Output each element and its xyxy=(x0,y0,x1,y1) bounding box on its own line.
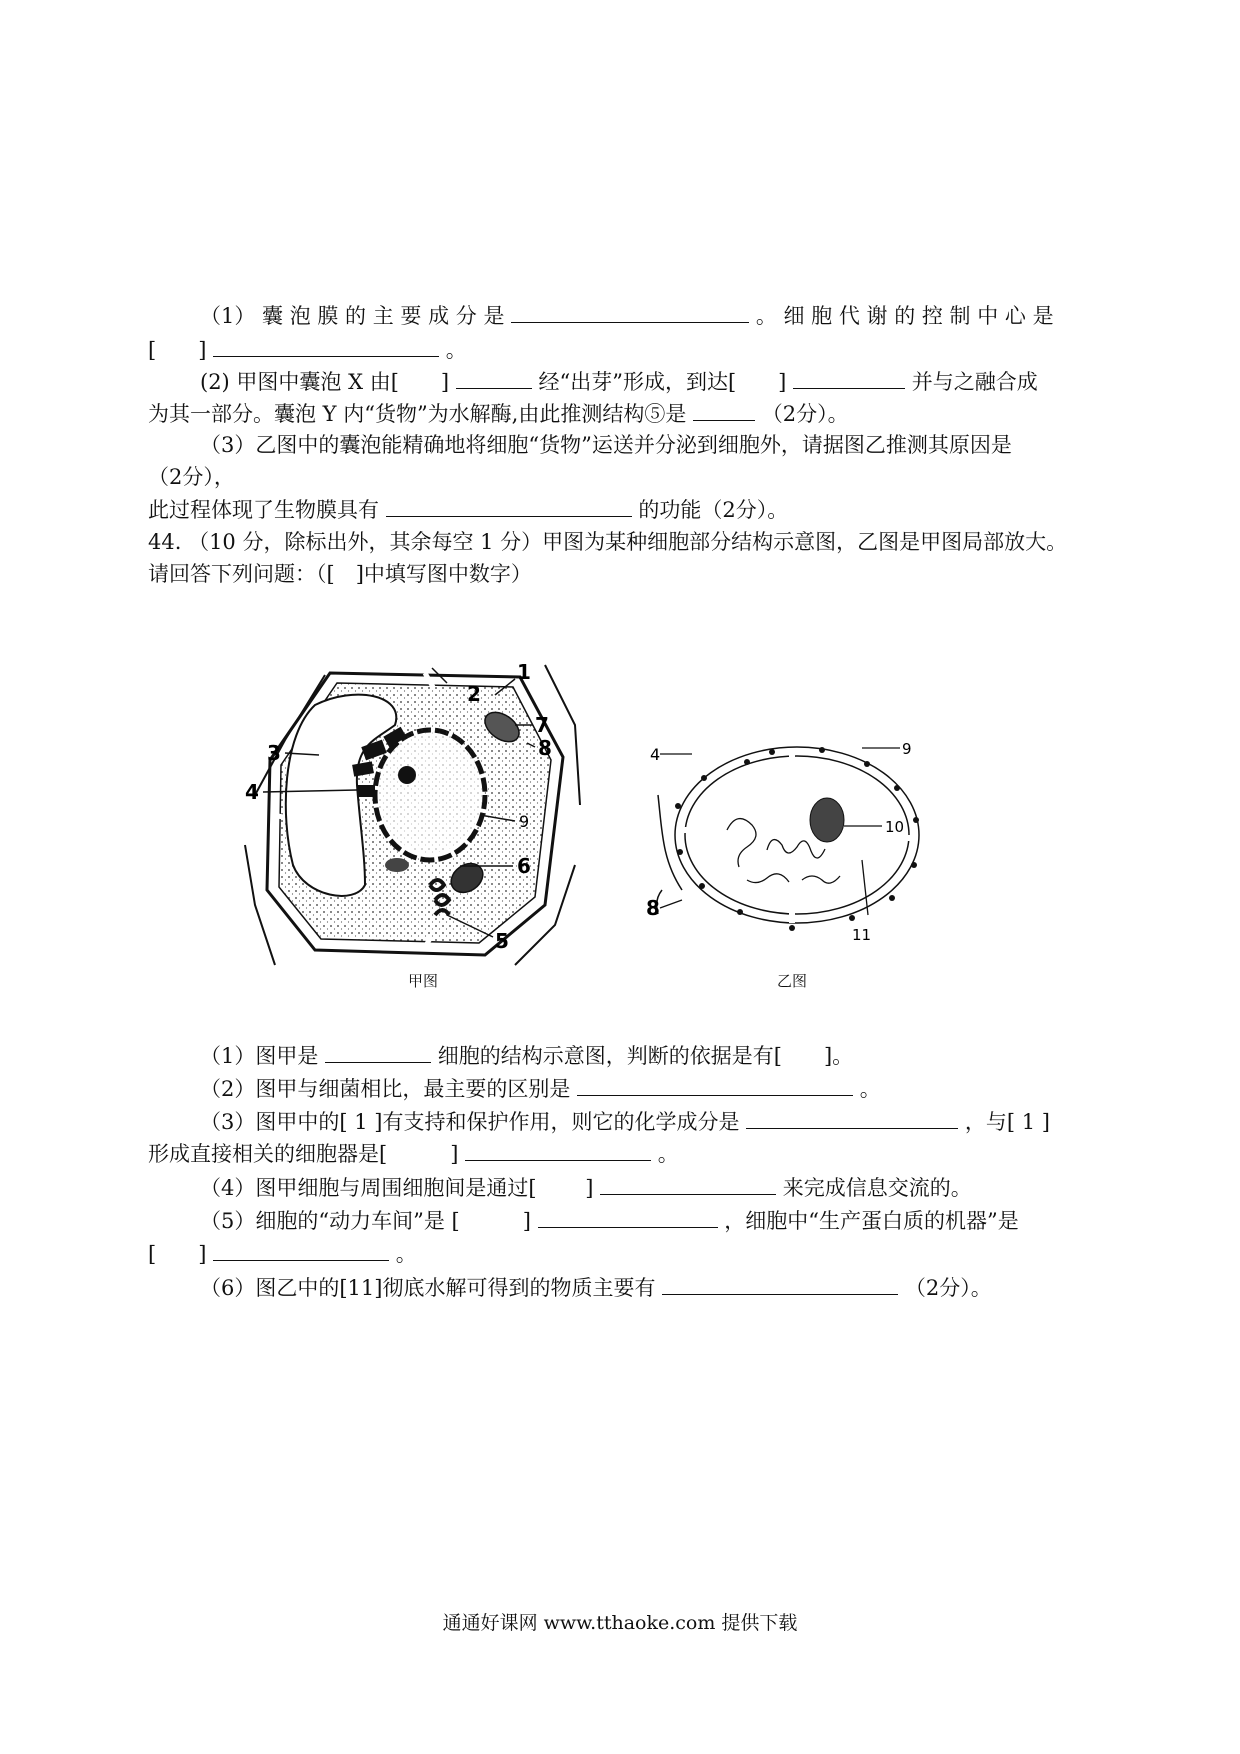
q44-heading: 44. （10 分，除标出外，其余每空 1 分）甲图为某种细胞部分结构示意图，乙图是甲图局部放大。 xyxy=(148,530,1068,554)
q44-sub6: （6）图乙中的[11]彻底水解可得到的物质主要有 （2分）。 xyxy=(200,1272,1092,1303)
answer-blank[interactable] xyxy=(746,1106,958,1129)
jia-label-5: 5 xyxy=(495,929,509,953)
q44-sub5: （5）细胞的“动力车间”是 [ ] ，细胞中“生产蛋白质的机器”是 xyxy=(200,1205,1092,1236)
answer-blank[interactable] xyxy=(662,1272,898,1295)
q43-line-1: （1） 囊 泡 膜 的 主 要 成 分 是 。 细 胞 代 谢 的 控 制 中 心 是 xyxy=(200,300,1092,331)
jia-label-6: 6 xyxy=(517,854,531,878)
answer-blank[interactable] xyxy=(213,334,439,357)
figure-yi-caption: 乙图 xyxy=(777,972,808,990)
q44-sub1: （1）图甲是 细胞的结构示意图，判断的依据是有[ ]。 xyxy=(200,1040,1092,1071)
yi-label-4: 4 xyxy=(650,745,661,764)
q44-sub2: （2）图甲与细菌相比，最主要的区别是 。 xyxy=(200,1073,1092,1104)
answer-blank[interactable] xyxy=(693,398,755,421)
jia-label-8: 8 xyxy=(538,736,552,760)
q43-line-3: (2) 甲图中囊泡 X 由[ ] 经“出芽”形成，到达[ ] 并与之融合成 xyxy=(200,366,1092,397)
q43-line-7: 此过程体现了生物膜具有 的功能（2分）。 xyxy=(148,494,1092,525)
jia-label-4: 4 xyxy=(245,780,259,804)
answer-blank[interactable] xyxy=(325,1040,431,1063)
q43-line-6: （2分）， xyxy=(148,465,235,489)
q44-sub5-cont: [ ] 。 xyxy=(148,1238,1092,1269)
q43-line-4: 为其一部分。囊泡 Y 内“货物”为水解酶,由此推测结构⑤是 （2分）。 xyxy=(148,398,1092,429)
figure-jia-plant-cell xyxy=(245,660,585,985)
yi-label-10: 10 xyxy=(885,818,905,836)
figure-yi-nucleus xyxy=(646,740,922,955)
jia-label-2: 2 xyxy=(467,682,481,706)
answer-blank[interactable] xyxy=(213,1238,389,1261)
answer-blank[interactable] xyxy=(600,1172,776,1195)
q44-sub3-cont: 形成直接相关的细胞器是[ ] 。 xyxy=(148,1138,1092,1169)
answer-blank[interactable] xyxy=(456,366,532,389)
answer-blank[interactable] xyxy=(793,366,905,389)
answer-blank[interactable] xyxy=(386,494,632,517)
figure-jia-caption: 甲图 xyxy=(408,972,439,990)
answer-blank[interactable] xyxy=(511,300,749,323)
answer-blank[interactable] xyxy=(577,1073,853,1096)
page-footer: 通通好课网 www.tthaoke.com 提供下载 xyxy=(442,1612,798,1634)
jia-label-3: 3 xyxy=(267,741,281,765)
jia-label-7: 7 xyxy=(535,713,549,737)
q44-sub4: （4）图甲细胞与周围细胞间是通过[ ] 来完成信息交流的。 xyxy=(200,1172,1092,1203)
yi-label-8: 8 xyxy=(646,896,660,920)
jia-label-9: 9 xyxy=(519,812,530,831)
yi-label-11: 11 xyxy=(852,926,872,944)
q43-line-5: （3）乙图中的囊泡能精确地将细胞“货物”运送并分泌到细胞外，请据图乙推测其原因是 xyxy=(200,433,1012,457)
answer-blank[interactable] xyxy=(465,1138,651,1161)
answer-blank[interactable] xyxy=(538,1205,718,1228)
yi-label-9: 9 xyxy=(902,740,912,758)
jia-label-1: 1 xyxy=(517,660,531,684)
q43-line-2: [ ] 。 xyxy=(148,334,1092,365)
q44-sub3: （3）图甲中的[ 1 ]有支持和保护作用，则它的化学成分是 ，与[ 1 ] xyxy=(200,1106,1092,1137)
q44-instruction: 请回答下列问题：（[ ]中填写图中数字） xyxy=(148,562,532,586)
